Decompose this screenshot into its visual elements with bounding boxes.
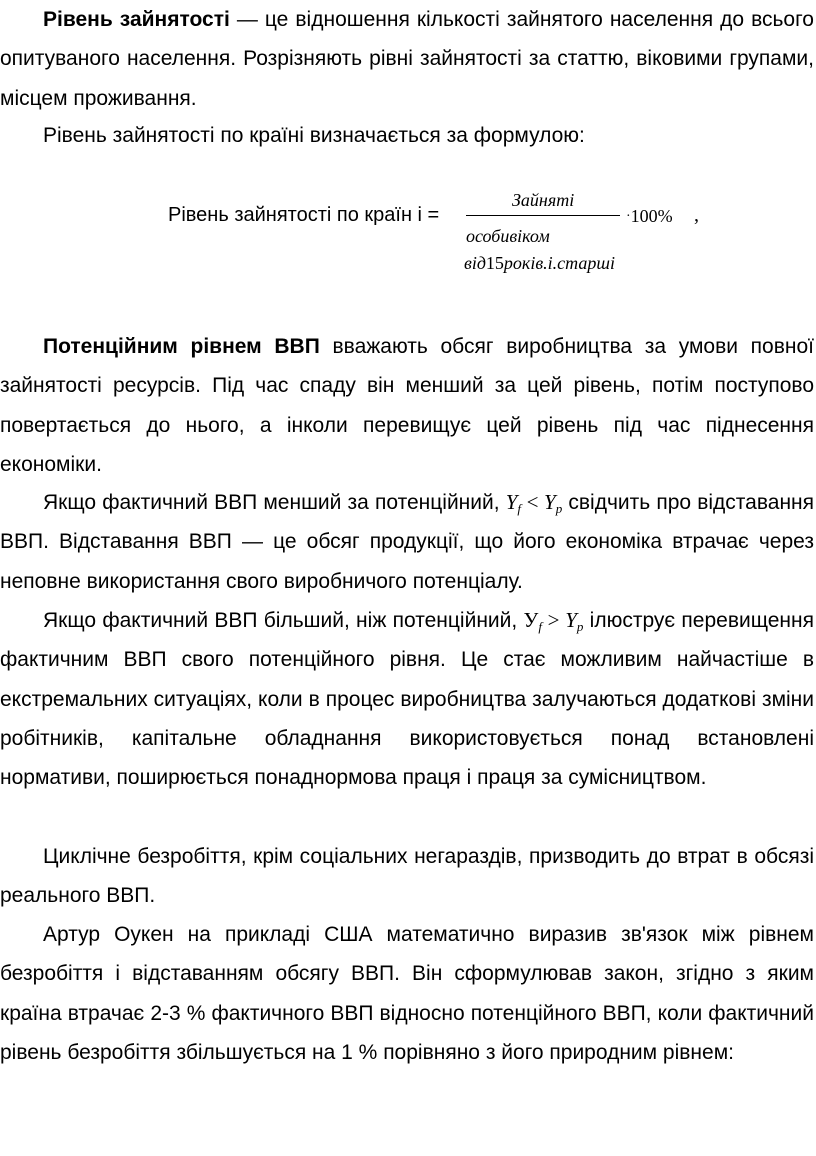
subscript-p: p xyxy=(555,501,563,516)
denominator-age: 15 xyxy=(485,253,504,273)
symbol-y-potential xyxy=(544,490,562,514)
subscript-f: f xyxy=(538,619,542,634)
subscript-f: f xyxy=(517,501,522,516)
y-letter: Y xyxy=(505,490,518,514)
paragraph-cyclical-unemployment xyxy=(0,837,814,916)
paragraph-text: ілюструє перевищення фактичним ВВП свого потенційного рівня. Це стає можливим найчастіше в екстремальних ситуаціях, коли в процес виробництва залучаються додаткові зміни робітників, капітальне обладнання використовується понад встановлені нормативи, поширюється понаднормова праця і праця за сумісництвом. xyxy=(0,609,814,790)
paragraph-employment-level xyxy=(0,0,814,118)
paragraph-formula-intro xyxy=(0,116,814,155)
formula-numerator: Зайняті xyxy=(512,190,575,210)
denominator-from: від xyxy=(464,253,486,273)
y-letter: У xyxy=(523,608,539,632)
symbol-y-actual xyxy=(523,608,542,632)
paragraph-text: вважають обсяг виробництва за умови повної зайнятості ресурсів. Під час спаду він менший за цей рівень, потім поступово повертається до нього, а інколи перевищує цей рівень під час піднесення економіки. xyxy=(0,335,814,476)
formula-label: Рівень зайнятості по країн і = xyxy=(168,204,440,226)
paragraph-text: — це відношення кількості зайнятого населення до всього опитуваного населення. Розрізняють рівні зайнятості за статтю, віковими групами, місцем проживання. xyxy=(0,8,814,110)
symbol-y-actual xyxy=(506,490,521,514)
less-than-operator: < xyxy=(521,490,545,514)
symbol-y-potential xyxy=(565,608,583,632)
term-potential-gdp: Потенційним рівнем ВВП xyxy=(43,335,320,358)
paragraph-okun-law xyxy=(0,915,814,1072)
formula-denominator-line1: особивіком xyxy=(466,226,550,246)
y-letter: Y xyxy=(565,608,577,632)
multiply-dot: · xyxy=(626,209,631,224)
denominator-years-older: років.і.старші xyxy=(503,253,615,273)
greater-than-operator: > xyxy=(541,608,566,632)
subscript-p: p xyxy=(576,619,584,634)
term-employment-level: Рівень зайнятості xyxy=(43,8,230,31)
y-letter: Y xyxy=(544,490,556,514)
employment-formula xyxy=(0,190,816,280)
paragraph-text: Якщо фактичний ВВП менший за потенційний, xyxy=(43,491,506,514)
paragraph-text: Артур Оукен на прикладі США математично виразив зв'язок між рівнем безробіття і відставанням обсягу ВВП. Він сформулював закон, згідно з яким країна втрачає 2-3 % фактичного ВВП відносно потенційного ВВП, коли фактичний рівень безробіття збільшується на 1 % порівняно з його природним рівнем: xyxy=(0,923,814,1064)
paragraph-text: свідчить про відставання ВВП. Відставання ВВП — це обсяг продукції, що його економіка втрачає через неповне використання свого виробничого потенціалу. xyxy=(0,491,815,593)
formula-denominator-line2 xyxy=(464,253,615,274)
multiplier-value: 100% xyxy=(630,206,673,226)
paragraph-text: Рівень зайнятості по країні визначається за формулою: xyxy=(43,124,585,147)
paragraph-gdp-excess xyxy=(0,601,814,797)
paragraph-gdp-gap xyxy=(0,483,814,601)
paragraph-text: Якщо фактичний ВВП більший, ніж потенційний, xyxy=(43,609,524,632)
formula-comma: , xyxy=(694,204,699,226)
paragraph-text: Циклічне безробіття, крім соціальних негараздів, призводить до втрат в обсязі реального ВВП. xyxy=(0,845,814,908)
fraction-bar xyxy=(466,215,620,216)
paragraph-potential-gdp xyxy=(0,327,814,484)
formula-multiplier xyxy=(626,206,673,227)
